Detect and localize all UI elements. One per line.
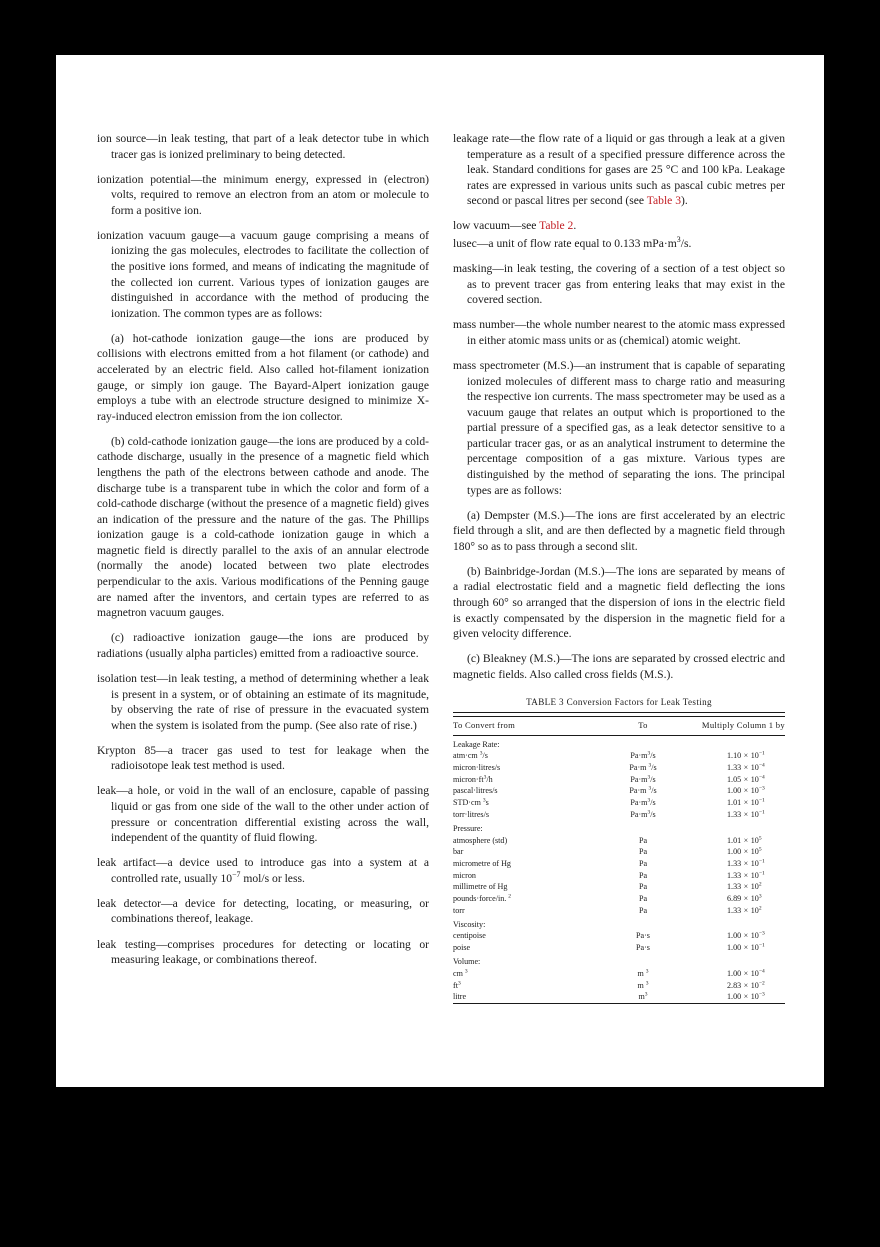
table-row xyxy=(453,846,785,858)
cell-convert-to: Pa xyxy=(638,882,648,892)
cell-multiplier: $1.33 \times 10^{-4}$ xyxy=(727,762,765,773)
cell-multiplier: $1.00 \times 10^5$ xyxy=(727,846,762,857)
cell-convert-from: litre xyxy=(453,992,467,1002)
table-row xyxy=(453,809,785,821)
cell-convert-from: centipoise xyxy=(453,931,486,941)
table-group-label: Viscosity: xyxy=(453,919,486,929)
table-header-row xyxy=(453,716,785,735)
table-group-row xyxy=(453,820,785,834)
two-column-body xyxy=(97,131,785,1004)
cell-convert-from: STD·cm $^3$s xyxy=(453,797,489,808)
glossary-entry-leakage-rate: leakage rate—the flow rate of a liquid or gas through a leak at a given temperature as a result of a specified pressure difference across the leak. Standard conditions for gases are 25 °C and 100 kPa. Leakage rates are expressed in various units such as pascal cubic metres per second or pascal litres per second (see Table 3). xyxy=(453,132,785,208)
table-row xyxy=(453,869,785,881)
table-row xyxy=(453,858,785,870)
table-row xyxy=(453,762,785,774)
glossary-entry-leak-artifact: leak artifact—a device used to introduce gas into a system at a controlled rate, usually $10^{-7}$ mol/s or less. xyxy=(97,856,429,885)
table-rule-row xyxy=(453,1003,785,1004)
cell-convert-from: millimetre of Hg xyxy=(453,882,508,892)
cell-multiplier: $1.01 \times 10^5$ xyxy=(727,834,762,845)
glossary-entry-bleakney-ms: (c) Bleakney (M.S.)—The ions are separated by crossed electric and magnetic fields. Also called cross fields (M.S.). xyxy=(453,652,785,681)
cell-convert-to: Pa xyxy=(638,835,648,845)
table-body xyxy=(453,736,785,1003)
cell-convert-to: Pa·s xyxy=(636,943,650,953)
table-row xyxy=(453,905,785,917)
glossary-entry-ionization-potential: ionization potential—the minimum energy, expressed in (electron) volts, required to remove an electron from an atom or molecule to form a positive ion. xyxy=(97,172,429,217)
glossary-entry-lusec: lusec—a unit of flow rate equal to 0.133 $mPa\cdot m^3/s$. xyxy=(453,235,692,250)
right-column xyxy=(453,131,785,1004)
table-row xyxy=(453,991,785,1003)
glossary-entry-leak: leak—a hole, or void in the wall of an enclosure, capable of passing liquid or gas from one side of the wall to the other under action of pressure or concentration differential existing across the wall, independent of the quantity of fluid flowing. xyxy=(97,784,429,845)
cell-convert-to: Pa xyxy=(638,847,648,857)
cell-convert-from: pounds·force/in. $^2$ xyxy=(453,893,512,904)
table-group-label: Volume: xyxy=(453,957,481,967)
table-group-row xyxy=(453,916,785,930)
glossary-entry-krypton-85: Krypton 85—a tracer gas used to test for leakage when the radioisotope leak test method is used. xyxy=(97,743,429,773)
table-bottom-rule xyxy=(453,1003,785,1004)
glossary-entry-bainbridge-jordan-ms: (b) Bainbridge-Jordan (M.S.)—The ions are separated by means of a radial electrostatic field and a magnetic field deflecting the ions through 60° so arranged that the dispersion of ions in the electric field is exactly compensated by the dispersion in the magnetic field for a given velocity difference. xyxy=(453,564,785,641)
cell-convert-to: Pa xyxy=(638,894,648,904)
cell-multiplier: $1.05 \times 10^{-4}$ xyxy=(727,774,765,784)
cell-convert-to: $Pa\cdot m^3/s$ xyxy=(630,809,656,819)
cell-convert-to: Pa·s xyxy=(636,931,650,941)
cell-convert-to: Pa xyxy=(638,870,648,880)
table-row xyxy=(453,785,785,797)
column-header-to: To xyxy=(638,720,648,731)
cell-multiplier: $1.00 \times 10^{-3}$ xyxy=(727,991,765,1002)
glossary-entry-leak-detector: leak detector—a device for detecting, locating, or measuring, or combinations thereof, leakage. xyxy=(97,896,429,926)
glossary-entry-mass-number: mass number—the whole number nearest to the atomic mass expressed in either atomic mass units or as (chemical) atomic weight. xyxy=(453,318,785,347)
cell-multiplier: $1.00 \times 10^{-3}$ xyxy=(727,785,765,796)
glossary-entry-dempster-ms: (a) Dempster (M.S.)—The ions are first accelerated by an electric field through a slit, and are then deflected by a magnetic field through 180° so as to pass through a second slit. xyxy=(453,508,785,553)
table-row xyxy=(453,930,785,942)
cell-multiplier: $1.33 \times 10^{-1}$ xyxy=(727,869,765,880)
table-group-label: Pressure: xyxy=(453,823,483,833)
glossary-entry-leak-testing: leak testing—comprises procedures for detecting or locating or measuring leakage, or combinations thereof. xyxy=(97,937,429,967)
column-header-from: To Convert from xyxy=(453,720,516,731)
document-page xyxy=(56,55,824,1087)
glossary-entry-mass-spectrometer: mass spectrometer (M.S.)—an instrument that is capable of separating ionized molecules of different mass to charge ratio and measuring the respective ion currents. The mass spectrometer may be used as a vacuum gauge that relates an output which is proportioned to the partial pressure of a specified gas, as a leak detector sensitive to a particular tracer gas, or as an analytical instrument to determine the percentage composition of a gas mixture. Various types are distinguished by the method of separating the ions. The principal types are as follows: xyxy=(453,358,785,497)
table-row xyxy=(453,834,785,846)
table-row xyxy=(453,942,785,954)
glossary-entry-ionization-vacuum-gauge: ionization vacuum gauge—a vacuum gauge comprising a means of ionizing the gas molecules, electrodes to facilitate the collection of the positive ions formed, and means of indicating the magnitude of the collected ion current. Various types of ionization gauges are distinguished in accordance with the method of producing the ionization. The common types are as follows: xyxy=(97,228,429,320)
table-row xyxy=(453,893,785,905)
cell-multiplier: $1.00 \times 10^{-3}$ xyxy=(727,930,765,941)
cell-convert-to: Pa xyxy=(638,905,648,915)
left-column xyxy=(97,131,429,1004)
cell-convert-from: poise xyxy=(453,943,471,953)
table-row xyxy=(453,774,785,786)
cell-multiplier: $1.01 \times 10^{-1}$ xyxy=(727,797,765,808)
cell-convert-to: $Pa\cdot m^3/s$ xyxy=(630,774,656,784)
cell-convert-from: atm·cm $^3$/s xyxy=(453,750,488,761)
cell-convert-to: $Pa\cdot m^3/s$ xyxy=(630,750,656,761)
table-foot xyxy=(453,1003,785,1004)
cell-convert-from: micron·litres/s xyxy=(453,763,501,773)
cell-multiplier: $2.83 \times 10^{-2}$ xyxy=(727,979,765,990)
glossary-entry-isolation-test: isolation test—in leak testing, a method of determining whether a leak is present in a system, or of obtaining an estimate of its magnitude, by observing the rate of rise of pressure in the evacuated system when the system is isolated from the pump. (See also rate of rise.) xyxy=(97,671,429,732)
cell-convert-from: $ft^3$ xyxy=(453,979,461,990)
cell-convert-from: atmosphere (std) xyxy=(453,835,508,845)
cell-convert-to: m $^3$ xyxy=(637,968,649,978)
cell-convert-to: Pa·m $^3$/s xyxy=(629,785,657,796)
cell-multiplier: $1.33 \times 10^{-1}$ xyxy=(727,809,765,819)
table-head xyxy=(453,713,785,736)
cell-convert-to: m $^3$ xyxy=(637,979,649,990)
table-row xyxy=(453,881,785,893)
conversion-factors-table xyxy=(453,696,785,1004)
cell-convert-from: micrometre of Hg xyxy=(453,858,511,868)
conversion-table-container xyxy=(453,696,785,1004)
table-row xyxy=(453,750,785,762)
cell-convert-to: $Pa\cdot m^3/s$ xyxy=(630,797,656,808)
cell-multiplier: $6.89 \times 10^3$ xyxy=(727,893,762,904)
cell-multiplier: $1.33 \times 10^{-1}$ xyxy=(727,858,765,868)
cell-convert-from: cm $^3$ xyxy=(453,968,468,978)
table-group-label: Leakage Rate: xyxy=(453,739,500,749)
cell-multiplier: $1.33 \times 10^2$ xyxy=(727,905,762,915)
glossary-entry-cold-cathode-ionization-gauge: (b) cold-cathode ionization gauge—the ions are produced by a cold-cathode discharge, usually in the presence of a magnetic field which lengthens the path of the electrons between cathode and anode. The discharge tube is a transparent tube in which the color and form of a cold-cathode discharge (without the presence of a magnetic field) gives an indication of the pressure and the nature of the gas. The Phillips ionization gauge is a cold-cathode ionization gauge in which a magnetic field is directly parallel to the axis of an annular electrode (normally the anode) located between two plate electrodes perpendicular to the axis. Various modifications of the Penning gauge are named after the inventors, and certain types are referred to as magnetron vacuum gauges. xyxy=(97,434,429,620)
table-group-row xyxy=(453,736,785,750)
cell-multiplier: $1.33 \times 10^2$ xyxy=(727,881,762,892)
cell-multiplier: $1.10 \times 10^{-1}$ xyxy=(727,750,765,761)
table-row xyxy=(453,979,785,991)
cell-convert-to: Pa·m $^3$/s xyxy=(629,762,657,773)
table-row xyxy=(453,968,785,980)
cell-convert-from: pascal·litres/s xyxy=(453,786,498,796)
cell-multiplier: $1.00 \times 10^{-1}$ xyxy=(727,942,765,953)
table-row xyxy=(453,797,785,809)
cell-convert-from: micron xyxy=(453,870,476,880)
column-header-multiplier: Multiply Column 1 by xyxy=(701,720,785,731)
table-group-row xyxy=(453,954,785,968)
cell-convert-to: Pa xyxy=(638,858,648,868)
table-caption: TABLE 3 Conversion Factors for Leak Testing xyxy=(526,697,712,708)
cell-convert-from: torr xyxy=(453,905,465,915)
cell-convert-from: $micron\cdot ft^3/h$ xyxy=(453,774,493,784)
cell-convert-to: $m^3$ xyxy=(638,991,648,1002)
glossary-entry-hot-cathode-ionization-gauge: (a) hot-cathode ionization gauge—the ions are produced by collisions with electrons emitted from a hot filament (or cathode) and accelerated by an electric field. Also called hot-filament ionization gauge, or simply ion gauge. The Bayard-Alpert ionization gauge employs a tube with an electrode structure designed to minimize X-ray-induced electron emission from the ion collector. xyxy=(97,331,429,423)
cell-convert-from: torr·litres/s xyxy=(453,809,489,819)
glossary-entry-ion-source: ion source—in leak testing, that part of a leak detector tube in which tracer gas is ionized preliminary to being detected. xyxy=(97,132,429,161)
glossary-entry-radioactive-ionization-gauge: (c) radioactive ionization gauge—the ions are produced by radiations (usually alpha particles) emitted from a radioactive source. xyxy=(97,631,429,660)
glossary-entry-masking: masking—in leak testing, the covering of a section of a test object so as to prevent tracer gas from entering leaks that may exist in the covered section. xyxy=(453,262,785,307)
glossary-entry-low-vacuum: low vacuum—see Table 2. xyxy=(453,219,577,233)
cell-convert-from: bar xyxy=(453,847,464,857)
cell-multiplier: $1.00 \times 10^{-4}$ xyxy=(727,968,765,978)
